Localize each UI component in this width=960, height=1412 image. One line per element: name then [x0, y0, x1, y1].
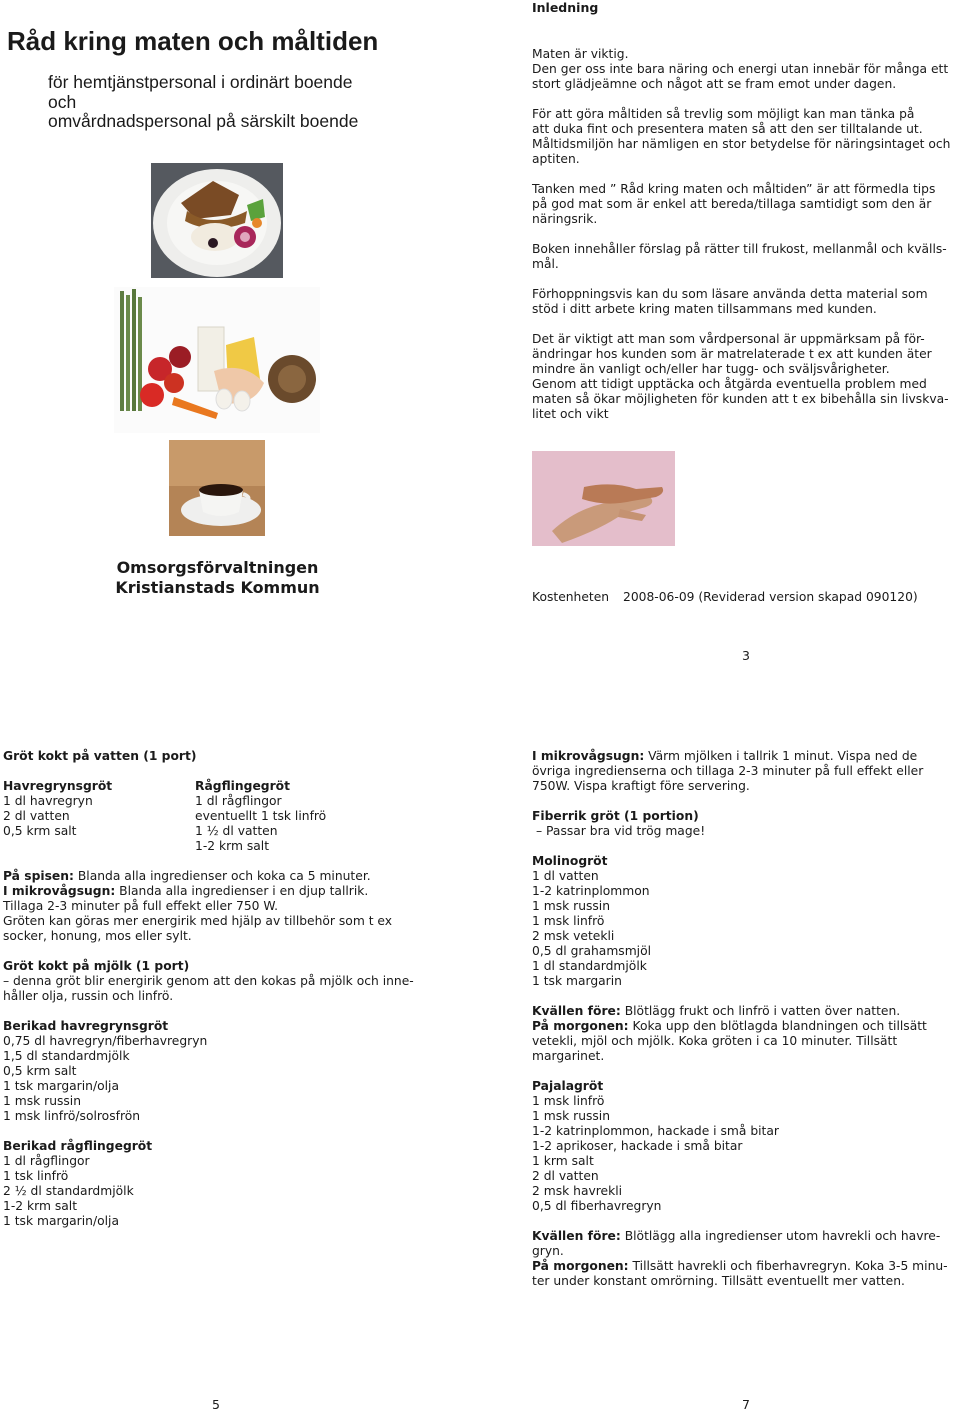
intro-line: Det är viktigt att man som vårdpersonal är uppmärksam på för-	[532, 332, 925, 346]
instruction-label: Kvällen före:	[532, 1229, 621, 1243]
paragraph-gap	[532, 167, 957, 182]
instruction-line: ter under konstant omrörning. Tillsätt eventuellt mer vatten.	[532, 1274, 905, 1288]
instruction-line: vetekli, mjöl och mjölk. Koka gröten i ca 10 minuter. Tillsätt	[532, 1034, 898, 1048]
instruction	[532, 1259, 957, 1274]
ingredient: 1 msk linfrö	[532, 1094, 605, 1108]
recipe-title: Molinogröt	[532, 854, 608, 868]
ingredient: 0,5 dl grahamsmjöl	[532, 944, 652, 958]
instruction-text: Blötlägg alla ingredienser utom havrekli och havre-	[620, 1229, 941, 1243]
ingredient: 1 ½ dl vatten	[195, 824, 278, 838]
instruction-text: Blötlägg frukt och linfrö i vatten över natten.	[620, 1004, 901, 1018]
coffee-photo	[169, 440, 265, 536]
paragraph-gap	[532, 272, 957, 287]
plate-photo	[151, 163, 283, 278]
recipe-columns	[3, 779, 443, 854]
ingredient: 1 tsk margarin	[532, 974, 622, 988]
hands-photo	[532, 451, 675, 546]
right-recipe-page	[532, 749, 957, 1289]
instruction-line: Gröten kan göras mer energirik med hjälp av tillbehör som t ex	[3, 914, 393, 928]
instruction-line: övriga ingredienserna och tillaga 2-3 minuter på full effekt eller	[532, 764, 924, 778]
org-line: Omsorgsförvaltningen	[116, 558, 319, 577]
intro-line: Måltidsmiljön har nämligen en stor betydelse för näringsintaget och	[532, 137, 951, 151]
unit-label: Kostenheten	[532, 590, 610, 604]
ingredient: 1 tsk margarin/olja	[3, 1079, 119, 1093]
paragraph-gap	[532, 227, 957, 242]
section-heading: Gröt kokt på mjölk (1 port)	[3, 959, 190, 973]
recipe-ragflingegrot	[195, 779, 326, 854]
ingredient: 1-2 krm salt	[3, 1199, 78, 1213]
subtitle-line: omvårdnadspersonal på särskilt boende	[48, 111, 359, 131]
intro-line: För att göra måltiden så trevlig som möjligt kan man tänka på	[532, 107, 915, 121]
ingredient: 1-2 aprikoser, hackade i små bitar	[532, 1139, 743, 1153]
instruction-text: Tillsätt havrekli och fiberhavregryn. Koka 3-5 minu-	[628, 1259, 948, 1273]
ingredient: 1 dl rågflingor	[195, 794, 282, 808]
ingredient: 0,5 krm salt	[3, 1064, 77, 1078]
intro-line: maten så ökar möjligheten för kunden att t ex bibehålla sin livskva-	[532, 392, 949, 406]
left-recipe-page	[3, 749, 443, 1229]
instruction-line: margarinet.	[532, 1049, 605, 1063]
section-heading: Fiberrik gröt (1 portion)	[532, 809, 699, 823]
intro-line: stöd i ditt arbete kring maten tillsammans med kunden.	[532, 302, 877, 316]
description-line: – denna gröt blir energirik genom att den kokas på mjölk och inne-	[3, 974, 414, 988]
instruction	[3, 884, 443, 899]
revision-date: 2008-06-09 (Reviderad version skapad 090120)	[623, 590, 918, 604]
ingredient: 2 msk vetekli	[532, 929, 615, 943]
ingredient: 1 msk linfrö/solrosfrön	[3, 1109, 141, 1123]
ingredient: 2 dl vatten	[532, 1169, 599, 1183]
ingredient: 0,5 dl fiberhavregryn	[532, 1199, 662, 1213]
intro-line: litet och vikt	[532, 407, 609, 421]
recipe-title: Havregrynsgröt	[3, 779, 113, 793]
instruction-text: Blanda alla ingredienser i en djup tallrik.	[115, 884, 369, 898]
ingredient: 2 ½ dl standardmjölk	[3, 1184, 134, 1198]
description-line: håller olja, russin och linfrö.	[3, 989, 174, 1003]
intro-line: Tanken med ” Råd kring maten och måltiden” är att förmedla tips	[532, 182, 936, 196]
instruction-text: Koka upp den blötlagda blandningen och tillsätt	[628, 1019, 927, 1033]
ingredient: 1-2 krm salt	[195, 839, 270, 853]
cover-subtitle	[48, 73, 438, 132]
intro-line: Förhoppningsvis kan du som läsare använda detta material som	[532, 287, 928, 301]
ingredient: eventuellt 1 tsk linfrö	[195, 809, 327, 823]
intro-heading: Inledning	[532, 0, 599, 15]
instruction-label: På spisen:	[3, 869, 74, 883]
intro-text	[532, 47, 957, 422]
ingredient: 0,75 dl havregryn/fiberhavregryn	[3, 1034, 208, 1048]
ingredient: 1 dl rågflingor	[3, 1154, 90, 1168]
page-number-3: 3	[742, 648, 750, 663]
instruction-text: Värm mjölken i tallrik 1 minut. Vispa ned de	[644, 749, 918, 763]
instruction	[532, 1229, 957, 1244]
page-number-5: 5	[212, 1397, 220, 1412]
intro-line: Maten är viktig.	[532, 47, 629, 61]
paragraph-gap	[532, 317, 957, 332]
organization-name	[110, 558, 325, 598]
intro-section	[532, 0, 957, 422]
recipe-title: Berikad rågflingegröt	[3, 1139, 153, 1153]
intro-line: att duka fint och presentera maten så att den ser tilltalande ut.	[532, 122, 923, 136]
ingredient: 1-2 katrinplommon	[532, 884, 650, 898]
instruction-line: socker, honung, mos eller sylt.	[3, 929, 192, 943]
ingredient: 1 msk russin	[532, 899, 611, 913]
cover-title: Råd kring maten och måltiden	[7, 26, 379, 56]
org-line: Kristianstads Kommun	[115, 578, 320, 597]
recipe-havregrynsgrot	[3, 779, 195, 854]
ingredient: 0,5 krm salt	[3, 824, 77, 838]
intro-line: aptiten.	[532, 152, 580, 166]
recipe-title: Pajalagröt	[532, 1079, 604, 1093]
intro-line: stort glädjeämne och något att se fram emot under dagen.	[532, 77, 897, 91]
recipe-title: Rågflingegröt	[195, 779, 290, 793]
instruction	[532, 749, 957, 764]
recipe-title: Berikad havregrynsgröt	[3, 1019, 169, 1033]
description-line: – Passar bra vid trög mage!	[536, 824, 706, 838]
subtitle-line: för hemtjänstpersonal i ordinärt boende	[48, 72, 353, 92]
intro-line: ändringar hos kunden som är matrelaterade t ex att kunden äter	[532, 347, 932, 361]
instruction	[532, 1004, 957, 1019]
ingredient: 1,5 dl standardmjölk	[3, 1049, 130, 1063]
ingredient: 1 dl vatten	[532, 869, 599, 883]
instruction-label: Kvällen före:	[532, 1004, 621, 1018]
ingredient: 1 msk russin	[532, 1109, 611, 1123]
groceries-photo	[114, 287, 320, 433]
instruction	[3, 869, 443, 884]
instruction-line: Tillaga 2-3 minuter på full effekt eller 750 W.	[3, 899, 279, 913]
instruction-line: 750W. Vispa kraftigt före servering.	[532, 779, 750, 793]
instruction-line: gryn.	[532, 1244, 564, 1258]
ingredient: 1 tsk linfrö	[3, 1169, 69, 1183]
instruction-label: I mikrovågsugn:	[532, 749, 645, 763]
page-number-7: 7	[742, 1397, 750, 1412]
ingredient: 1 dl havregryn	[3, 794, 93, 808]
instruction	[532, 1019, 957, 1034]
intro-line: mål.	[532, 257, 559, 271]
intro-line: Boken innehåller förslag på rätter till frukost, mellanmål och kvälls-	[532, 242, 947, 256]
ingredient: 2 msk havrekli	[532, 1184, 623, 1198]
instruction-text: Blanda alla ingredienser och koka ca 5 minuter.	[73, 869, 371, 883]
instruction-label: På morgonen:	[532, 1019, 629, 1033]
ingredient: 1 krm salt	[532, 1154, 594, 1168]
subtitle-line: och	[48, 91, 77, 112]
paragraph-gap	[532, 92, 957, 107]
ingredient: 1-2 katrinplommon, hackade i små bitar	[532, 1124, 779, 1138]
intro-line: Den ger oss inte bara näring och energi utan innebär för många ett	[532, 62, 949, 76]
ingredient: 1 msk linfrö	[532, 914, 605, 928]
section-heading: Gröt kokt på vatten (1 port)	[3, 749, 197, 763]
intro-line: Genom att tidigt upptäcka och åtgärda eventuella problem med	[532, 377, 927, 391]
intro-line: mindre än vanligt och/eller har tugg- och sväljsvårigheter.	[532, 362, 890, 376]
ingredient: 1 msk russin	[3, 1094, 82, 1108]
intro-line: näringsrik.	[532, 212, 598, 226]
instruction-label: På morgonen:	[532, 1259, 629, 1273]
ingredient: 1 tsk margarin/olja	[3, 1214, 119, 1228]
ingredient: 1 dl standardmjölk	[532, 959, 647, 973]
intro-line: på god mat som är enkel att bereda/tillaga samtidigt som den är	[532, 197, 932, 211]
instruction-label: I mikrovågsugn:	[3, 884, 116, 898]
ingredient: 2 dl vatten	[3, 809, 70, 823]
